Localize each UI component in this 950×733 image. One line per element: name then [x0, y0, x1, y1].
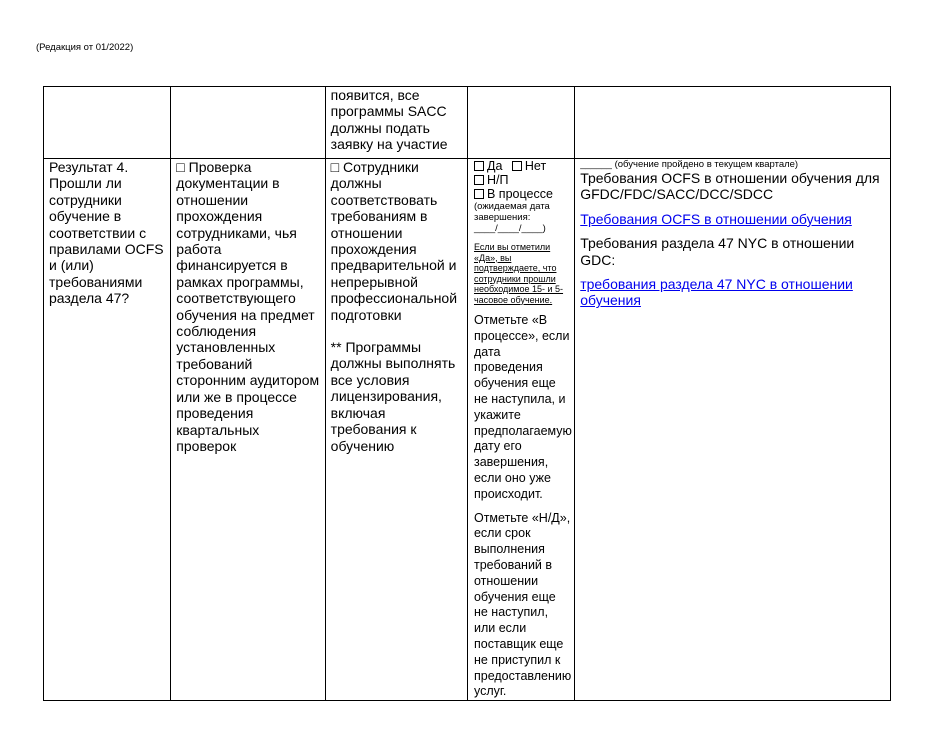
status-cell	[467, 159, 574, 701]
resources-cell	[575, 159, 891, 701]
outcome-question: Результат 4. Прошли ли сотрудники обучение в соответствии с правилами OCFS и (или) требованиями раздела 47?	[44, 159, 171, 701]
checkbox-no[interactable]	[512, 161, 522, 171]
requirements-cell	[325, 159, 467, 701]
revision-note: (Редакция от 01/2022)	[36, 42, 134, 53]
label-na: Н/П	[486, 173, 509, 187]
outcome-table	[43, 86, 891, 701]
table-row	[44, 159, 891, 701]
label-no: Нет	[524, 159, 547, 173]
row-prev-col1	[44, 87, 171, 159]
requirement-staff: □ Сотрудники должны соответствовать требованиям в отношении прохождения предварительной и непрерывной профессиональной подготовки	[330, 159, 458, 323]
row-prev-col3: появится, все программы SACC должны подать заявку на участие	[325, 87, 467, 159]
quarter-note: ______ (обучение пройдено в текущем квартале)	[580, 159, 799, 170]
checkbox-in-progress[interactable]	[474, 189, 484, 199]
quarter-blank[interactable]: ______	[580, 159, 612, 170]
label-yes: Да	[486, 159, 503, 173]
option-na	[474, 173, 572, 187]
nyc-article47-heading: Требования раздела 47 NYC в отношении GDC:	[580, 235, 855, 268]
checkbox-yes[interactable]	[474, 161, 484, 171]
ocfs-training-link[interactable]: Требования OCFS в отношении обучения	[580, 210, 852, 227]
label-in-progress: В процессе	[486, 187, 553, 201]
option-in-progress	[474, 187, 572, 201]
checkbox-na[interactable]	[474, 175, 484, 185]
row-prev-col5	[575, 87, 891, 159]
expected-date-label: (ожидаемая дата завершения:	[473, 201, 550, 223]
table-row	[44, 87, 891, 159]
verification-method: □ Проверка документации в отношении прохождения сотрудниками, чья работа финансируется в рамках программы, соответствующего обучения на предмет соблюдения установленных требований сторонним аудитором или же в процессе проведения квартальных проверок	[171, 159, 325, 701]
option-yes-no	[474, 159, 572, 173]
nyc-article47-link[interactable]: требования раздела 47 NYC в отношении обучения	[580, 276, 853, 309]
requirement-programs: ** Программы должны выполнять все условия лицензирования, включая требования к обучению	[330, 339, 456, 454]
expected-date-field[interactable]: ____/____/____)	[473, 223, 546, 234]
instruction-na: Отметьте «Н/Д», если срок выполнения требований в отношении обучения еще не наступил, или если поставщик еще не приступил к предоставлению услуг.	[473, 510, 572, 699]
ocfs-requirements-heading: Требования OCFS в отношении обучения для GFDC/FDC/SACC/DCC/SDCC	[580, 170, 880, 203]
instruction-in-progress: Отметьте «В процессе», если дата проведения обучения еще не наступила, и укажите предполагаемую дату его завершения, если оно уже происходит.	[473, 313, 572, 501]
row-prev-col4	[467, 87, 574, 159]
yes-confirmation-note: Если вы отметили «Да», вы подтверждаете, что сотрудники прошли необходимое 15- и 5-часовое обучение.	[473, 242, 564, 305]
row-prev-col2	[171, 87, 325, 159]
